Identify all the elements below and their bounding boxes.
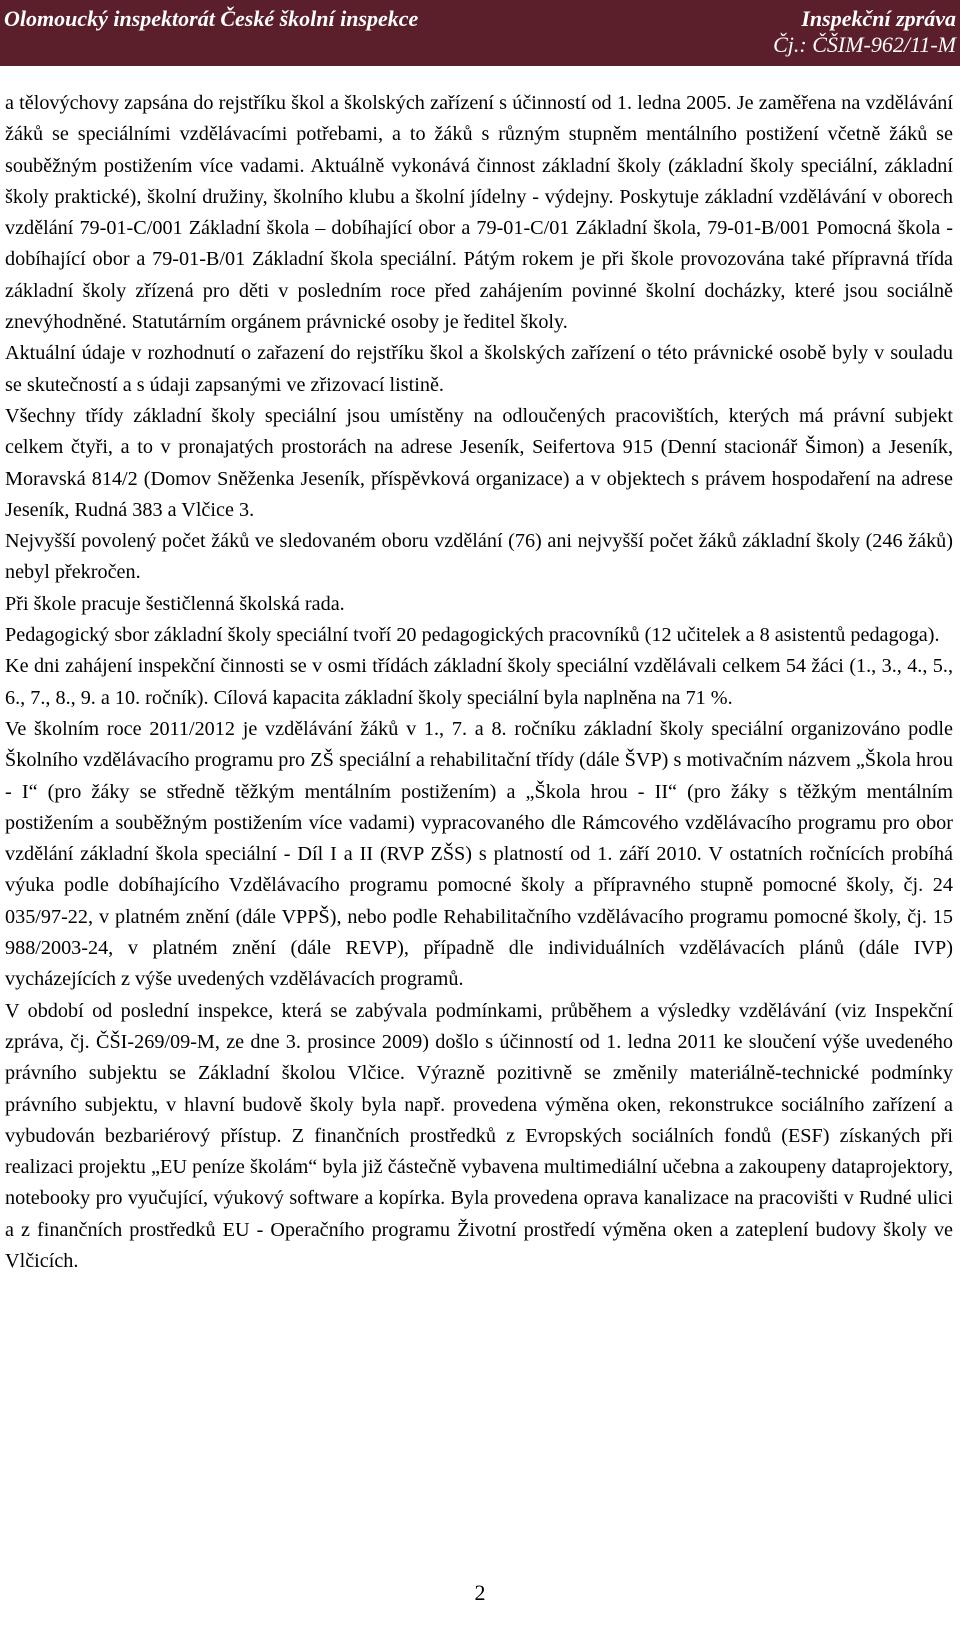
paragraph-school-profile: a tělovýchovy zapsána do rejstříku škol a školských zařízení s účinností od 1. ledna 2005. Je zaměřena na vzdělávání žáků se speciálními vzdělávacími potřebami, a to žáků s různým stupněm mentálního postižení včetně žáků se souběžným postižením více vadami. Aktuálně vykonává činnost základní školy (základní školy speciální, základní školy praktické), školní družiny, školního klubu a školní jídelny - výdejny. Poskytuje základní vzdělávání v oborech vzdělání 79-01-C/001 Základní škola – dobíhající obor a 79-01-C/01 Základní škola, 79-01-B/001 Pomocná škola - dobíhající obor a 79-01-B/01 Základní škola speciální. Pátým rokem je při škole provozována také přípravná třída základní školy zřízená pro děti v posledním roce před zahájením povinné školní docházky, které jsou sociálně znevýhodněné. Statutárním orgánem právnické osoby je ředitel školy.: [5, 92, 953, 334]
page-number: 2: [474, 1580, 486, 1605]
paragraph-school-board: Při škole pracuje šestičlenná školská rada.: [5, 592, 345, 615]
paragraph-staff: Pedagogický sbor základní školy speciální tvoří 20 pedagogických pracovníků (12 učitelek a 8 asistentů pedagoga).: [5, 624, 940, 647]
paragraph-workplaces: Všechny třídy základní školy speciální jsou umístěny na odloučených pracovištích, kterých má právní subjekt celkem čtyři, a to v pronajatých prostorách na adrese Jeseník, Seifertova 915 (Denní stacionář Šimon) a Jeseník, Moravská 814/2 (Domov Sněženka Jeseník, příspěvková organizace) a v objektech s právem hospodaření na adrese Jeseník, Rudná 383 a Vlčice 3.: [5, 404, 953, 521]
reference-number: Čj.: ČŠIM-962/11-M: [773, 32, 956, 57]
paragraph-changes: V období od poslední inspekce, která se zabývala podmínkami, průběhem a výsledky vzdělávání (viz Inspekční zpráva, čj. ČŠI-269/09-M, ze dne 3. prosince 2009) došlo s účinností od 1. ledna 2011 ke sloučení výše uvedeného právního subjektu se Základní školou Vlčice. Výrazně pozitivně se změnily materiálně-technické podmínky právního subjektu, v hlavní budově školy byla např. provedena výměna oken, rekonstrukce sociálního zařízení a vybudován bezbariérový přístup. Z finančních prostředků z Evropských sociálních fondů (ESF) získaných při realizaci projektu „EU peníze školám“ byla již částečně vybavena multimediální učebna a zakoupeny dataprojektory, notebooky pro vyučující, výukový software a kopírka. Byla provedena oprava kanalizace na pracovišti v Rudné ulici a z finančních prostředků EU - Operačního programu Životní prostředí výměna oken a zateplení budovy školy ve Vlčicích.: [5, 999, 953, 1272]
paragraph-curriculum: Ve školním roce 2011/2012 je vzdělávání žáků v 1., 7. a 8. ročníku základní školy speciální organizováno podle Školního vzdělávacího programu pro ZŠ speciální a rehabilitační třídy (dále ŠVP) s motivačním názvem „Škola hrou - I“ (pro žáky se středně těžkým mentálním postižením) a „Škola hrou - II“ (pro žáky s těžkým mentálním postižením a souběžným postižením více vadami) vypracovaného dle Rámcového vzdělávacího programu pro obor vzdělání základní škola speciální - Díl I a II (RVP ZŠS) s platností od 1. září 2010. V ostatních ročnících probíhá výuka podle dobíhajícího Vzdělávacího programu pomocné školy a přípravného stupně pomocné školy, čj. 24 035/97-22, v platném znění (dále VPPŠ), nebo podle Rehabilitačního vzdělávacího programu pomocné školy, čj. 15 988/2003-24, v platném znění (dále REVP), případně dle individuálních vzdělávacích plánů (dále IVP) vycházejících z výše uvedených vzdělávacích programů.: [5, 717, 953, 991]
report-title: Inspekční zpráva: [801, 6, 956, 31]
paragraph-capacity: Nejvyšší povolený počet žáků ve sledovaném oboru vzdělání (76) ani nejvyšší počet žáků základní školy (246 žáků) nebyl překročen.: [5, 530, 953, 584]
report-body: [5, 88, 953, 1277]
paragraph-pupils: Ke dni zahájení inspekční činnosti se v osmi třídách základní školy speciální vzdělávali celkem 54 žáci (1., 3., 4., 5., 6., 7., 8., 9. a 10. ročník). Cílová kapacita základní školy speciální byla naplněna na 71 %.: [5, 655, 953, 709]
inspectorate-title: Olomoucký inspektorát České školní inspekce: [4, 6, 419, 31]
header-right: [773, 6, 956, 58]
page-header: [0, 0, 960, 66]
paragraph-register-data: Aktuální údaje v rozhodnutí o zařazení do rejstříku škol a školských zařízení o této právnické osobě byly v souladu se skutečností a s údaji zapsanými ve zřizovací listině.: [5, 342, 953, 396]
